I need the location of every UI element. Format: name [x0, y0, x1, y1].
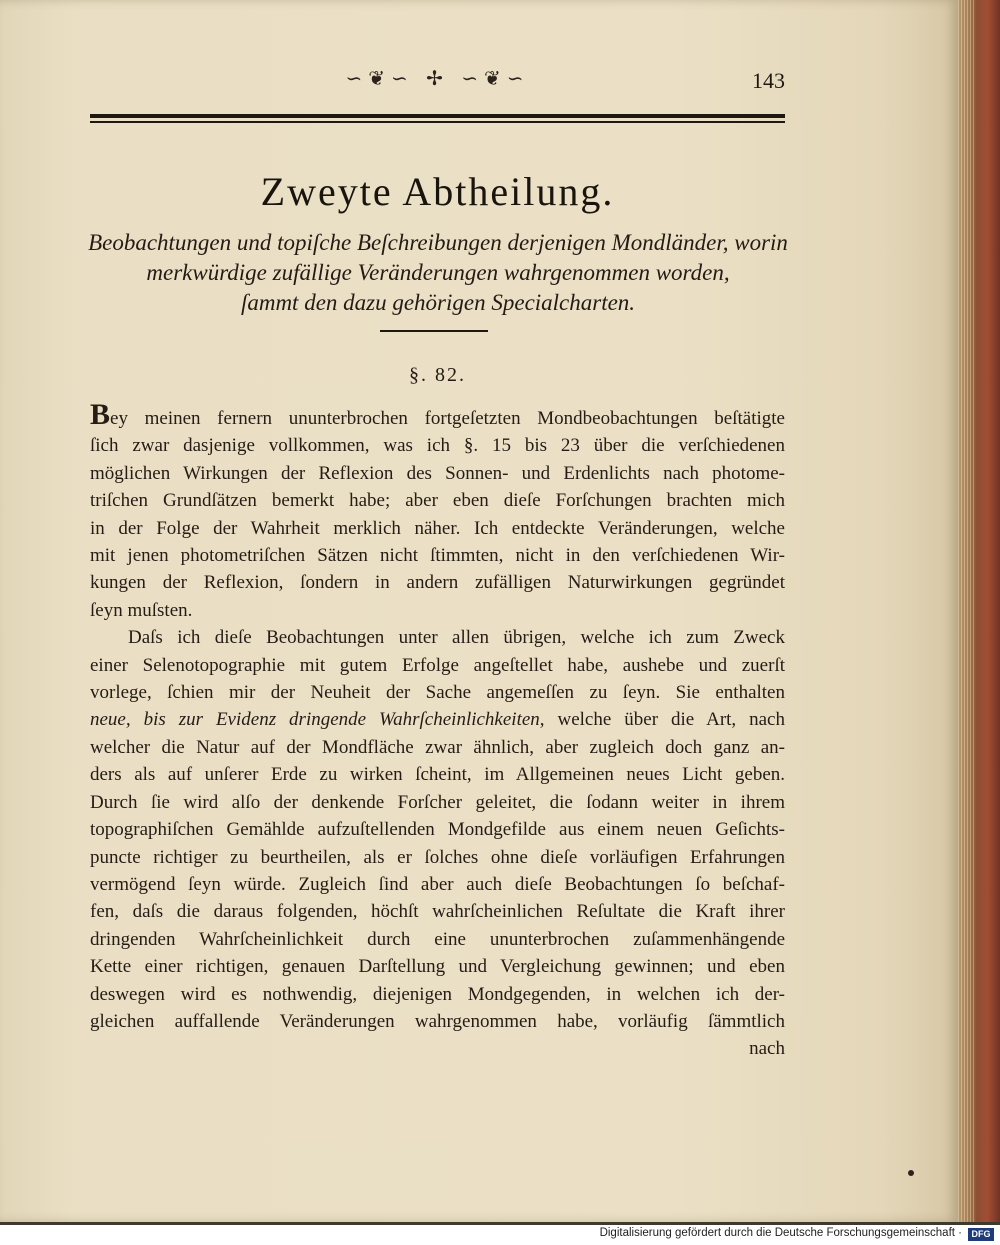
text-line: gleichen auffallende Veränderungen wahrgenommen habe, vorläufig ſämmtlich [90, 1010, 785, 1032]
text-line: Kette einer richtigen, genauen Darſtellung und Vergleichung gewinnen; und eben [90, 956, 785, 978]
header-ornament: ∽❦∽ ✢ ∽❦∽ [345, 66, 530, 90]
text-line: triſchen Grundſätzen bemerkt habe; aber eben dieſe Forſchungen brachten mich [90, 490, 785, 512]
header-rule-thin [90, 121, 785, 123]
text-line: ſich zwar dasjenige vollkommen, was ich §. 15 bis 23 über die verſchiedenen [90, 435, 785, 457]
subtitle-line: merkwürdige zufällige Veränderungen wahrgenommen worden, [146, 260, 730, 285]
text-line: in der Folge der Wahrheit merklich näher. Ich entdeckte Veränderungen, welche [90, 517, 785, 539]
text-line: mit jenen photometriſchen Sätzen nicht ſtimmten, nicht in den verſchiedenen Wir- [90, 545, 785, 567]
footer-bar [0, 1225, 1000, 1245]
subtitle-line: Beobachtungen und topiſche Beſchreibungen derjenigen Mondländer, worin [88, 230, 788, 255]
text-line [90, 398, 785, 432]
text-line: einer Selenotopographie mit gutem Erfolge angeſtellet habe, aushebe und zuerſt [90, 654, 785, 676]
dfg-logo: DFG [968, 1228, 994, 1241]
chapter-title: Zweyte Abtheilung. [260, 169, 615, 214]
body-text [90, 398, 785, 1063]
page-number: 143 [752, 68, 785, 93]
text-line [90, 706, 785, 733]
drop-cap: B [90, 398, 111, 431]
header-rule-thick [90, 114, 785, 118]
text-line: kungen der Reflexion, ſondern in andern zufälligen Naturwirkungen gegründet [90, 572, 785, 594]
text-line: vorlege, ſchien mir der Neuheit der Sache angemeſſen zu ſeyn. Sie enthalten [90, 682, 785, 704]
text-line: puncte richtiger zu beurtheilen, als er ſolches ohne dieſe vorläufigen Erfahrungen [90, 846, 785, 868]
text-line: ſeyn muſsten. [90, 599, 193, 621]
text-line: Durch ſie wird alſo der denkende Forſcher geleitet, die ſodann weiter in ihrem [90, 791, 785, 813]
text-line: deswegen wird es nothwendig, diejenigen Mondgegenden, in welchen ich der- [90, 983, 785, 1005]
catchword: nach [749, 1038, 785, 1060]
text-line: dringenden Wahrſcheinlichkeit durch eine ununterbrochen zuſammenhängende [90, 928, 785, 950]
chapter-subtitle [88, 228, 788, 318]
text-line: welcher die Natur auf der Mondfläche zwar ähnlich, aber zugleich doch ganz an- [90, 736, 785, 758]
text-line: fen, daſs die daraus folgenden, höchſt wahrſcheinlichen Reſultate die Kraft ihrer [90, 901, 785, 923]
page-stack-lines [958, 0, 976, 1222]
text-line-rest: ey meinen fernern ununterbrochen fortgeſetzten Mondbeobachtungen beſtätigte [110, 408, 785, 429]
emphasis-text: neue, bis zur Evidenz dringende Wahrſcheinlichkeiten [90, 709, 540, 731]
ink-speck [908, 1170, 914, 1176]
section-heading: §. 82. [409, 364, 466, 386]
subtitle-line: ſammt den dazu gehörigen Specialcharten. [240, 290, 636, 315]
funding-note: Digitalisierung gefördert durch die Deutsche Forschungsgemeinschaft · [599, 1227, 962, 1239]
text-line: topographiſchen Gemählde aufzuſtellenden Mondgefilde aus einem neuen Geſichts- [90, 819, 785, 841]
running-header [90, 56, 785, 116]
title-divider [380, 330, 488, 332]
text-line: möglichen Wirkungen der Reflexion des Sonnen- und Erdenlichts nach photome- [90, 462, 785, 484]
text-line: ders als auf unſerer Erde zu wirken ſcheint, im Allgemeinen neues Licht geben. [90, 764, 785, 786]
text-line: Daſs ich dieſe Beobachtungen unter allen übrigen, welche ich zum Zweck [128, 627, 785, 649]
text-line: vermögend ſeyn würde. Zugleich ſind aber auch dieſe Beobachtungen ſo beſchaf- [90, 873, 785, 895]
text-line-rest: , welche über die Art, nach [539, 709, 785, 731]
